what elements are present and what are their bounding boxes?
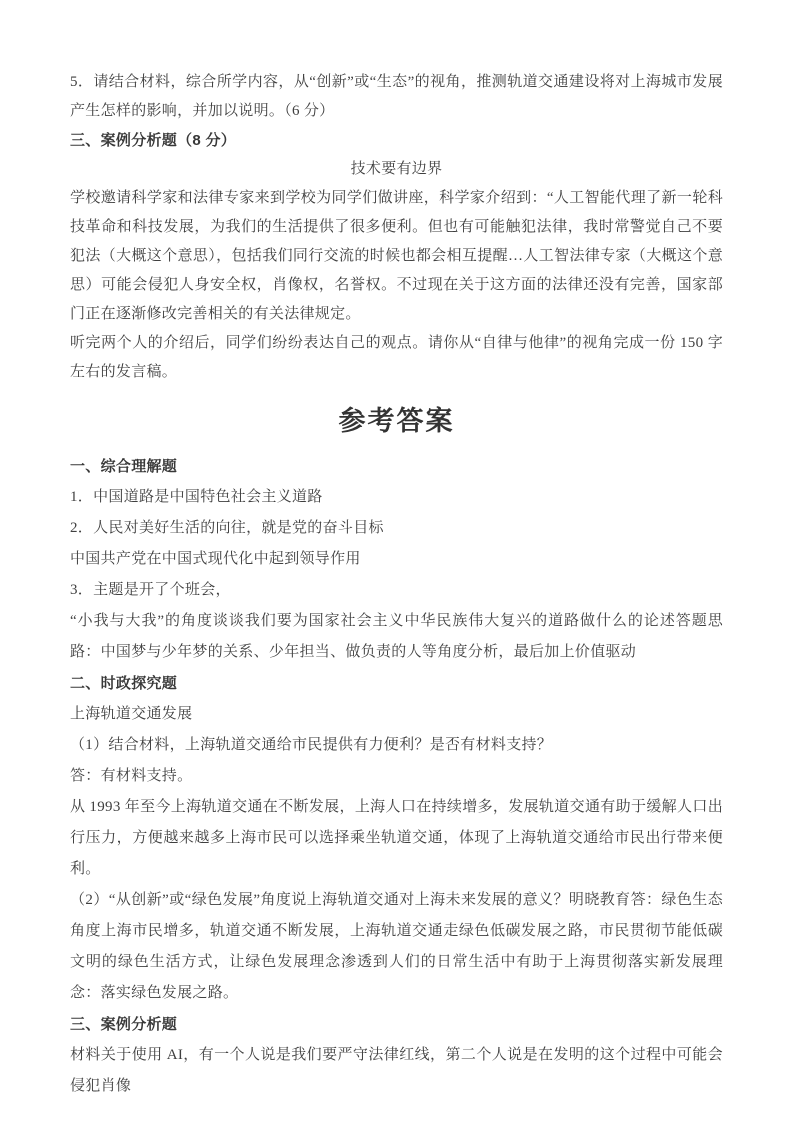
answers-section-1-heading: 一、综合理解题 <box>70 458 178 475</box>
question-5-text: 5．请结合材料，综合所学内容，从“创新”或“生态”的视角，推测轨道交通建设将对上海城市发展产生怎样的影响，并加以说明。（6 分） <box>70 74 723 119</box>
reference-answers-title: 参考答案 <box>338 406 455 436</box>
question-section <box>70 68 723 387</box>
answer-1-item-1: 1．中国道路是中国特色社会主义道路 <box>70 489 323 505</box>
answer-2-answer-1: 答：有材料支持。 <box>70 768 193 784</box>
answer-2-answer-1-detail: 从 1993 年至今上海轨道交通在不断发展，上海人口在持续增多，发展轨道交通有助于缓解人口出行压力，方便越来越多上海市民可以选择乘坐轨道交通，体现了上海轨道交通给市民出行带来便利。 <box>70 799 723 877</box>
answers-section-2-heading: 二、时政探究题 <box>70 675 178 692</box>
answer-1-item-2-continued: 中国共产党在中国式现代化中起到领导作用 <box>70 551 361 567</box>
answer-2-question-2-and-answer: （2）“从创新”或“绿色发展”角度说上海轨道交通对上海未来发展的意义？明晓教育答：绿色生态角度上海市民增多，轨道交通不断发展，上海轨道交通走绿色低碳发展之路，市民贯彻节能低碳文明的绿色生活方式，让绿色发展理念渗透到人们的日常生活中有助于上海贯彻落实新发展理念：落实绿色发展之路。 <box>70 892 723 1001</box>
case-study-paragraph-1: 学校邀请科学家和法律专家来到学校为同学们做讲座，科学家介绍到：“人工智能代理了新一轮科技革命和科技发展，为我们的生活提供了很多便利。但也有可能触犯法律，我时常警觉自己不要犯法（大概这个意思），包括我们同行交流的时候也都会相互提醒…人工智法律专家（大概这个意思）可能会侵犯人身安全权，肖像权，名誉权。不过现在关于这方面的法律还没有完善，国家部门正在逐渐修改完善相关的有关法律规定。 <box>70 190 723 322</box>
answers-section-3-heading: 三、案例分析题 <box>70 1016 178 1033</box>
answer-1-item-3: 3．主题是开了个班会， <box>70 582 231 598</box>
answer-1-item-2: 2．人民对美好生活的向往，就是党的奋斗目标 <box>70 520 384 536</box>
answer-1-item-3-continued: “小我与大我”的角度谈谈我们要为国家社会主义中华民族伟大复兴的道路做什么的论述答题思路：中国梦与少年梦的关系、少年担当、做负责的人等角度分析，最后加上价值驱动 <box>70 613 723 660</box>
question-section-3-heading: 三、案例分析题（8 分） <box>70 132 237 149</box>
case-study-paragraph-2: 听完两个人的介绍后，同学们纷纷表达自己的观点。请你从“自律与他律”的视角完成一份 150 字左右的发言稿。 <box>70 335 723 380</box>
answer-2-question-1: （1）结合材料，上海轨道交通给市民提供有力便利？是否有材料支持？ <box>70 737 553 753</box>
answers-section <box>70 451 723 1102</box>
answer-2-topic: 上海轨道交通发展 <box>70 706 193 722</box>
case-study-title: 技术要有边界 <box>350 161 443 177</box>
answer-3-text: 材料关于使用 AI，有一个人说是我们要严守法律红线，第二个人说是在发明的这个过程中可能会侵犯肖像 <box>70 1047 723 1094</box>
